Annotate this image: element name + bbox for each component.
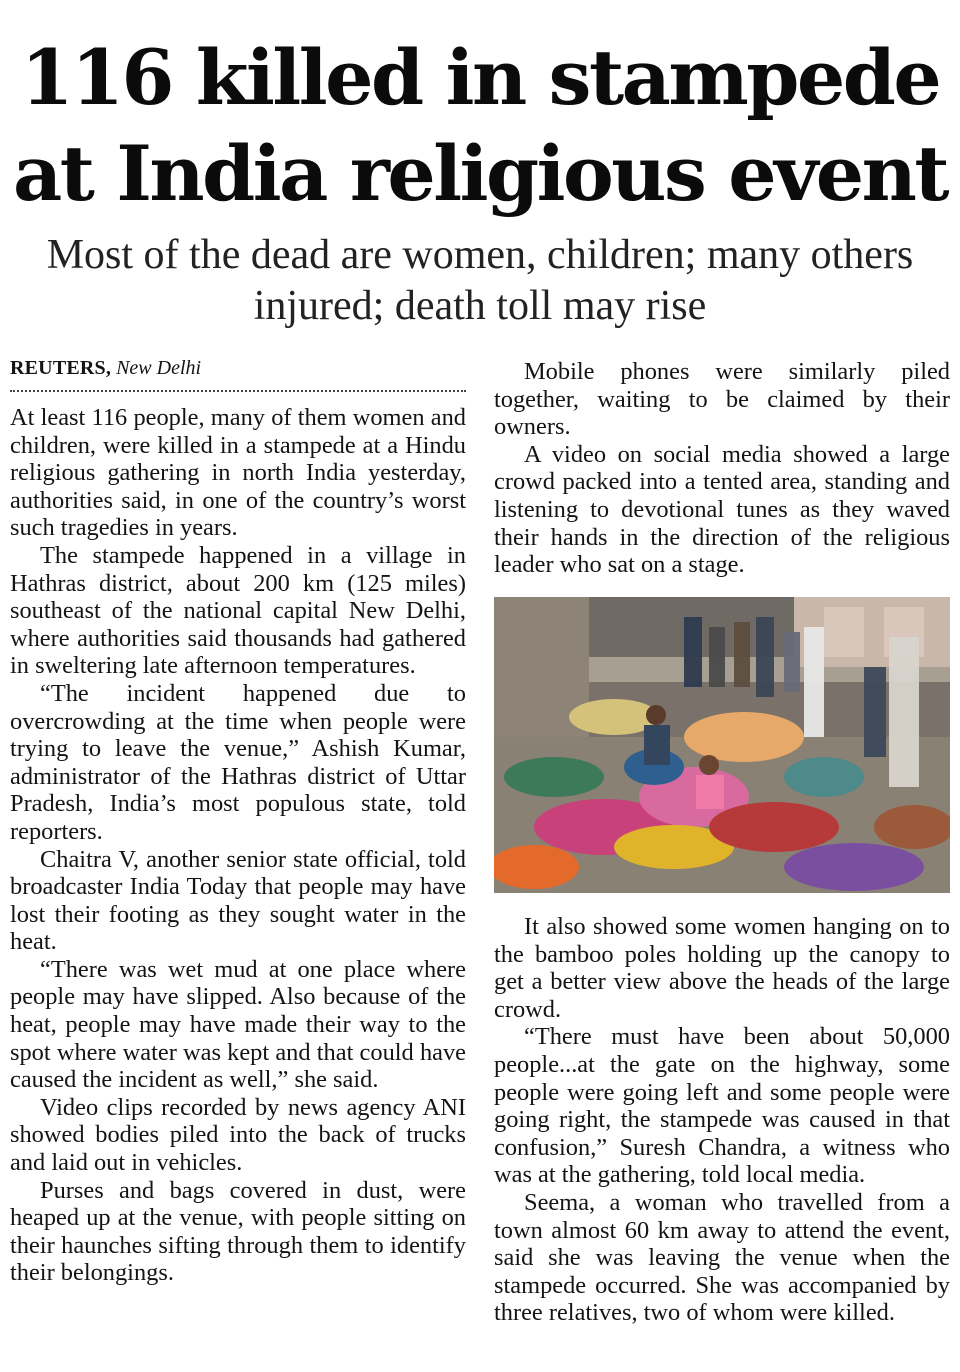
headline: 116 killed in stampede at India religious event <box>13 33 947 218</box>
article-column-right-top <box>494 358 950 579</box>
article-column-left <box>10 356 466 1287</box>
dateline <box>10 356 466 392</box>
paragraph: Chaitra V, another senior state official, told broadcaster India Today that people may have lost their footing as they sought water in the heat. <box>10 845 466 956</box>
paragraph: A video on social media showed a large crowd packed into a tented area, standing and listening to devotional tunes as they waved their hands in the direction of the religious leader who sat on a stage. <box>494 440 950 579</box>
paragraph: “There must have been about 50,000 people...at the gate on the highway, some people were going left and some people were going right, the stampede was caused in that confusion,” Suresh Chandra, a witness who was at the gathering, told local media. <box>494 1023 950 1189</box>
subheadline: Most of the dead are women, children; many others injured; death toll may rise <box>46 232 914 329</box>
article-column-right-bottom <box>494 913 950 1327</box>
dateline-agency: REUTERS, <box>10 357 112 379</box>
paragraph: Video clips recorded by news agency ANI showed bodies piled into the back of trucks and laid out in vehicles. <box>10 1093 466 1177</box>
photo-illustration <box>494 597 950 893</box>
paragraph: “There was wet mud at one place where people may have slipped. Also because of the heat, people may have made their way to the spot where water was kept and that could have caused the incident as well,” she said. <box>10 955 466 1094</box>
paragraph: At least 116 people, many of them women and children, were killed in a stampede at a Hindu religious gathering in north India yesterday, authorities said, in one of the country’s worst such tragedies in years. <box>10 404 466 542</box>
paragraph: Purses and bags covered in dust, were heaped up at the venue, with people sitting on their haunches sifting through them to identify their belongings. <box>10 1176 466 1287</box>
paragraph: “The incident happened due to overcrowding at the time when people were trying to leave the venue,” Ashish Kumar, administrator of the Hathras district of Uttar Pradesh, India’s most populous state, told reporters. <box>10 679 466 845</box>
news-photo <box>494 597 950 893</box>
dateline-city: New Delhi <box>116 357 202 379</box>
paragraph: Mobile phones were similarly piled together, waiting to be claimed by their owners. <box>494 358 950 441</box>
paragraph: It also showed some women hanging on to the bamboo poles holding up the canopy to get a better view above the heads of the large crowd. <box>494 913 950 1023</box>
paragraph: The stampede happened in a village in Hathras district, about 200 km (125 miles) southeast of the national capital New Delhi, where authorities said thousands had gathered in sweltering late afternoon temperatures. <box>10 541 466 680</box>
paragraph: Seema, a woman who travelled from a town almost 60 km away to attend the event, said she was leaving the venue when the stampede occurred. She was accompanied by three relatives, two of whom were killed. <box>494 1188 950 1327</box>
